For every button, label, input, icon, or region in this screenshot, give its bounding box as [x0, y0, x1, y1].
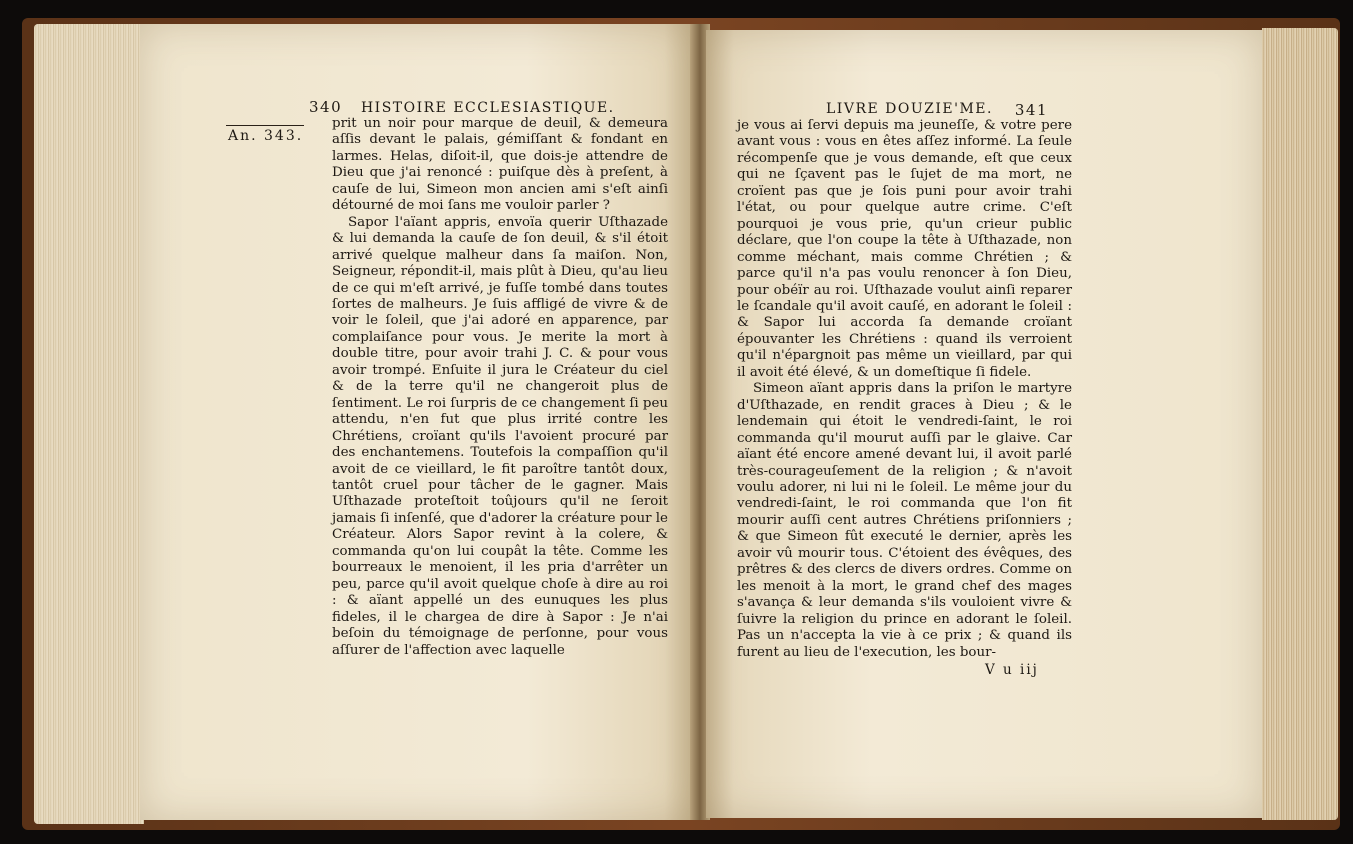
right-paragraph-2: Simeon aïant appris dans la priſon le martyre d'Uſthazade, en rendit graces à Dieu ; & le lendemain qui étoit le vendredi-ſaint, le roi commanda qu'il mourut auſſi par le glaive. Car aïant été encore amené devant lui, il avoit parlé très-courageuſement de la religion ; & n'avoit voulu adorer, ni lui ni le ſoleil. Le même jour du vendredi-ſaint, le roi commanda que l'on fit mourir auſſi cent autres Chrétiens priſonniers ; & que Simeon fût executé le dernier, après les avoir vû mourir tous. C'étoient des évêques, des prêtres & des clercs de divers ordres. Comme on les menoit à la mort, le grand chef des mages s'avança & leur demanda s'ils vouloient vivre & ſuivre la religion du prince en adorant le ſoleil. Pas un n'accepta la vie à ce prix ; & quand ils furent au lieu de l'execution, les bour-: [737, 381, 1072, 660]
left-paragraph-1: prit un noir pour marque de deuil, & demeura aſſis devant le palais, gémiſſant & fondant en larmes. Helas, diſoit-il, que dois-je attendre de Dieu que j'ai renoncé : puiſque dès à preſent, à cauſe de lui, Simeon mon ancien ami s'eſt ainſi détourné de moi ſans me vouloir parler ?: [332, 116, 668, 214]
right-running-header: [826, 101, 1048, 119]
right-running-head: LIVRE DOUZIE'ME.: [826, 101, 993, 117]
margin-year-note: An. 343.: [228, 128, 304, 144]
left-running-head: HISTOIRE ECCLESIASTIQUE.: [360, 100, 615, 116]
page-edges-left: [34, 24, 144, 824]
right-page-number: 341: [1014, 101, 1048, 119]
left-paragraph-2: Sapor l'aïant appris, envoïa querir Uſthazade & lui demanda la cauſe de ſon deuil, & s'il étoit arrivé quelque malheur dans ſa maiſon. Non, Seigneur, répondit-il, mais plût à Dieu, qu'au lieu de ce qui m'eſt arrivé, je fuſſe tombé dans toutes ſortes de malheurs. Je ſuis affligé de vivre & de voir le ſoleil, que j'ai adoré en apparence, par complaiſance pour vous. Je merite la mort à double titre, pour avoir trahi J. C. & pour vous avoir trompé. Enſuite il jura le Créateur du ciel & de la terre qu'il ne changeroit plus de ſentiment. Le roi ſurpris de ce changement ſi peu attendu, n'en fut que plus irrité contre les Chrétiens, croïant qu'ils l'avoient procuré par des enchantemens. Toutefois la compaſſion qu'il avoit de ce vieillard, le fit paroître tantôt doux, tantôt cruel pour tâcher de le gagner. Mais Uſthazade proteſtoit toûjours qu'il ne ſeroit jamais ſi inſenſé, que d'adorer la créature pour le Créateur. Alors Sapor revint à la colere, & commanda qu'on lui coupât la tête. Comme les bourreaux le menoient, il les pria d'arrêter un peu, parce qu'il avoit quelque choſe à dire au roi : & aïant appellé un des eunuques les plus fideles, il le chargea de dire à Sapor : Je n'ai beſoin du témoignage de perſonne, pour vous aſſurer de l'affection avec laquelle: [332, 214, 668, 658]
left-body-text: [332, 116, 668, 659]
right-paragraph-1: je vous ai ſervi depuis ma jeuneſſe, & votre pere avant vous : vous en êtes aſſez informé. La ſeule récompenſe que je vous demande, eſt que ceux qui ne ſçavent pas le ſujet de ma mort, ne croïent pas que je ſois puni pour avoir trahi l'état, ou pour quelque autre crime. C'eſt pourquoi je vous prie, qu'un crieur public déclare, que l'on coupe la tête à Uſthazade, non comme méchant, mais comme Chrétien ; & parce qu'il n'a pas voulu renoncer à ſon Dieu, pour obéïr au roi. Uſthazade voulut ainſi reparer le ſcandale qu'il avoit cauſé, en adorant le ſoleil : & Sapor lui accorda ſa demande croïant épouvanter les Chrétiens : quand ils verroient qu'il n'épargnoit pas même un vieillard, par qui il avoit été élevé, & un domeſtique ſi fidele.: [737, 118, 1072, 380]
left-running-header: [309, 98, 615, 116]
right-body-text: [737, 118, 1072, 661]
left-page-number: 340: [309, 98, 343, 116]
margin-rule: [226, 125, 304, 126]
signature-mark: V u iij: [985, 662, 1039, 678]
page-edges-right: [1262, 28, 1338, 820]
